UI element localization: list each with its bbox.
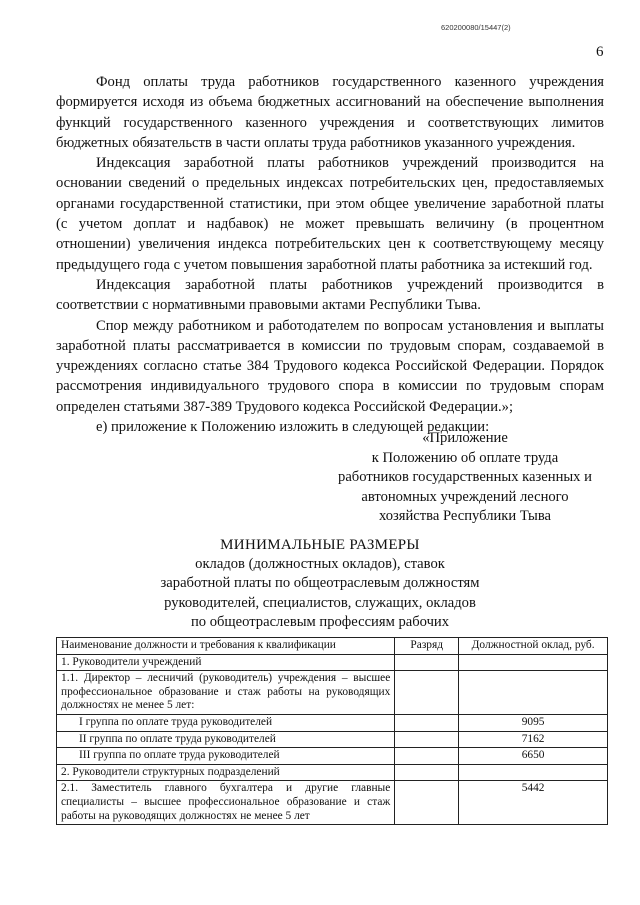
document-number: 620200080/15447(2) xyxy=(441,23,511,32)
header-position: Наименование должности и требования к квалификации xyxy=(57,638,395,655)
cell-name: III группа по оплате труда руководителей xyxy=(57,748,395,765)
table-row-1-1 xyxy=(57,671,608,715)
cell-rank xyxy=(395,748,459,765)
appendix-line: к Положению об оплате труда xyxy=(371,449,559,466)
cell-salary: 6650 xyxy=(459,748,608,765)
table-row-group-1 xyxy=(57,714,608,731)
cell-salary xyxy=(459,654,608,671)
heading-title: МИНИМАЛЬНЫЕ РАЗМЕРЫ xyxy=(220,537,420,553)
appendix-line: «Приложение xyxy=(422,430,508,446)
cell-rank xyxy=(395,654,459,671)
cell-name: 2.1. Заместитель главного бухгалтера и другие главные специалисты – высшее профессиональное образование и стаж работы на руководящих должностях не менее 5 лет xyxy=(57,781,395,825)
paragraph-indexation-acts: Индексация заработной платы работников учреждений производится в соответствии с нормативными правовыми актами Республики Тыва. xyxy=(56,276,604,314)
heading-line: по общеотраслевым профессиям рабочих xyxy=(190,613,450,630)
heading-line: заработной платы по общеотраслевым должностям xyxy=(160,575,480,592)
appendix-line: хозяйства Республики Тыва xyxy=(378,508,552,525)
table-row-section-1 xyxy=(57,654,608,671)
cell-name: 1.1. Директор – лесничий (руководитель) учреждения – высшее профессиональное образование и стаж работы на руководящих должностях не менее 5 лет: xyxy=(57,671,395,715)
table-row-section-2 xyxy=(57,764,608,781)
table-row-group-2 xyxy=(57,731,608,748)
salary-table xyxy=(56,637,608,825)
cell-name: I группа по оплате труда руководителей xyxy=(57,714,395,731)
cell-salary: 7162 xyxy=(459,731,608,748)
cell-name: II группа по оплате труда руководителей xyxy=(57,731,395,748)
table-header-row xyxy=(57,638,608,655)
appendix-line: автономных учреждений лесного xyxy=(361,488,569,505)
body-text xyxy=(56,72,604,437)
heading-line: окладов (должностных окладов), ставок xyxy=(195,556,445,573)
header-salary: Должностной оклад, руб. xyxy=(459,638,608,655)
cell-name: 2. Руководители структурных подразделений xyxy=(57,764,395,781)
appendix-line: работников государственных казенных и xyxy=(338,469,592,486)
table-row-group-3 xyxy=(57,748,608,765)
appendix-block xyxy=(330,429,600,527)
cell-salary: 5442 xyxy=(459,781,608,825)
page-number: 6 xyxy=(596,44,604,60)
cell-rank xyxy=(395,781,459,825)
paragraph-labor-disputes: Спор между работником и работодателем по вопросам установления и выплаты заработной платы рассматривается в комиссии по трудовым спорам, создаваемой в учреждениях согласно статье 384 Трудового кодекса Российской Федерации. Порядок рассмотрения индивидуального трудового спора в комиссии по трудовым спорам определен статьями 387-389 Трудового кодекса Российской Федерации.»; xyxy=(56,317,604,415)
cell-salary xyxy=(459,671,608,715)
cell-rank xyxy=(395,764,459,781)
cell-rank xyxy=(395,671,459,715)
cell-rank xyxy=(395,714,459,731)
paragraph-amendment-e: е) приложение к Положению изложить в следующей редакции: xyxy=(96,419,490,436)
cell-salary: 9095 xyxy=(459,714,608,731)
header-rank: Разряд xyxy=(395,638,459,655)
cell-rank xyxy=(395,731,459,748)
table-heading xyxy=(120,536,520,632)
paragraph-payroll-fund: Фонд оплаты труда работников государственного казенного учреждения формируется исходя из объема бюджетных ассигнований на обеспечение выполнения функций государственного казенного учреждения и соответствующих лимитов бюджетных обязательств в части оплаты труда работников указанного учреждения. xyxy=(56,74,604,151)
table-row-2-1 xyxy=(57,781,608,825)
paragraph-indexation-basis: Индексация заработной платы работников учреждений производится на основании сведений о предельных индексах потребительских цен, предоставляемых органами государственной статистики, при этом общее увеличение заработной платы (с учетом доплат и надбавок) не может превышать величину (в процентном отношении) увеличения индекса потребительских цен к соответствующему месяцу предыдущего года с учетом повышения заработной платы работника за истекший год. xyxy=(56,155,604,273)
cell-name: 1. Руководители учреждений xyxy=(57,654,395,671)
heading-line: руководителей, специалистов, служащих, окладов xyxy=(164,594,476,611)
cell-salary xyxy=(459,764,608,781)
